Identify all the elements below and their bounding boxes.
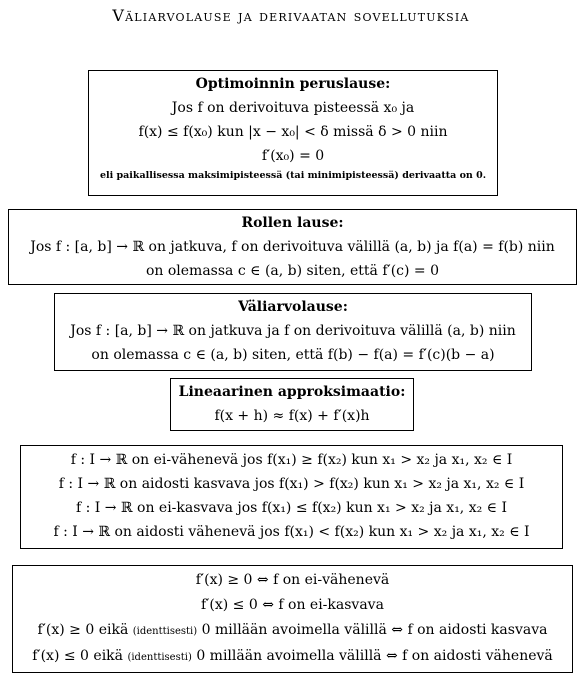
linear-approximation-formula: f(x + h) ≈ f(x) + f′(x)h	[214, 408, 370, 424]
monotonicity-definitions-box	[20, 445, 563, 549]
derivative-test-line-4-identically: (identtisesti)	[127, 652, 192, 663]
monotonicity-line-strictly-increasing: f : I → ℝ on aidosti kasvava jos f(x₁) > f(x₂) kun x₁ > x₂ ja x₁, x₂ ∈ I	[58, 476, 525, 492]
mean-value-theorem-box	[54, 293, 532, 371]
mean-value-line-2: on olemassa c ∈ (a, b) siten, että f(b) − f(a) = f′(c)(b − a)	[91, 347, 495, 363]
linear-approximation-heading: Lineaarinen approksimaatio:	[178, 384, 406, 400]
optimization-heading: Optimoinnin peruslause:	[195, 76, 391, 92]
rolle-heading: Rollen lause:	[241, 215, 344, 231]
derivative-test-line-1: f′(x) ≥ 0 ⇔ f on ei-vähenevä	[195, 572, 390, 588]
derivative-test-line-4-part-c: 0 millään avoimella välillä ⇔ f on aidosti vähenevä	[196, 648, 553, 664]
monotonicity-line-non-increasing: f : I → ℝ on ei-kasvava jos f(x₁) ≤ f(x₂) kun x₁ > x₂ ja x₁, x₂ ∈ I	[75, 500, 508, 516]
derivative-test-line-3-part-c: 0 millään avoimella välillä ⇔ f on aidosti kasvava	[201, 622, 548, 638]
optimization-theorem-box	[88, 70, 498, 196]
derivative-tests-box	[12, 565, 573, 673]
page-title: Väliarvolause ja derivaatan sovellutuksia	[112, 6, 470, 25]
derivative-test-line-3-part-a: f′(x) ≥ 0 eikä	[37, 622, 129, 638]
optimization-line-1: Jos f on derivoituva pisteessä x₀ ja	[171, 100, 415, 116]
derivative-test-line-2: f′(x) ≤ 0 ⇔ f on ei-kasvava	[201, 597, 384, 613]
derivative-test-line-4	[13, 644, 572, 670]
mean-value-line-1: Jos f : [a, b] → ℝ on jatkuva ja f on derivoituva välillä (a, b) niin	[70, 323, 516, 339]
rolle-line-1: Jos f : [a, b] → ℝ on jatkuva, f on derivoituva välillä (a, b) ja f(a) = f(b) niin	[30, 239, 555, 255]
derivative-test-line-4-part-a: f′(x) ≤ 0 eikä	[32, 648, 123, 664]
rolle-theorem-box	[8, 209, 577, 285]
optimization-note: eli paikallisessa maksimipisteessä (tai minimipisteessä) derivaatta on 0.	[99, 170, 487, 181]
monotonicity-line-strictly-decreasing: f : I → ℝ on aidosti vähenevä jos f(x₁) < f(x₂) kun x₁ > x₂ ja x₁, x₂ ∈ I	[53, 524, 530, 540]
optimization-line-2: f(x) ≤ f(x₀) kun |x − x₀| < δ missä δ > 0 niin	[138, 124, 448, 140]
optimization-line-3: f′(x₀) = 0	[261, 148, 325, 164]
linear-approximation-box	[170, 378, 414, 431]
monotonicity-line-non-decreasing: f : I → ℝ on ei-vähenevä jos f(x₁) ≥ f(x₂) kun x₁ > x₂ ja x₁, x₂ ∈ I	[70, 452, 513, 468]
mean-value-heading: Väliarvolause:	[238, 299, 348, 315]
derivative-test-line-3	[13, 618, 572, 644]
derivative-test-line-3-identically: (identtisesti)	[132, 626, 198, 637]
rolle-line-2: on olemassa c ∈ (a, b) siten, että f′(c) = 0	[145, 263, 440, 279]
